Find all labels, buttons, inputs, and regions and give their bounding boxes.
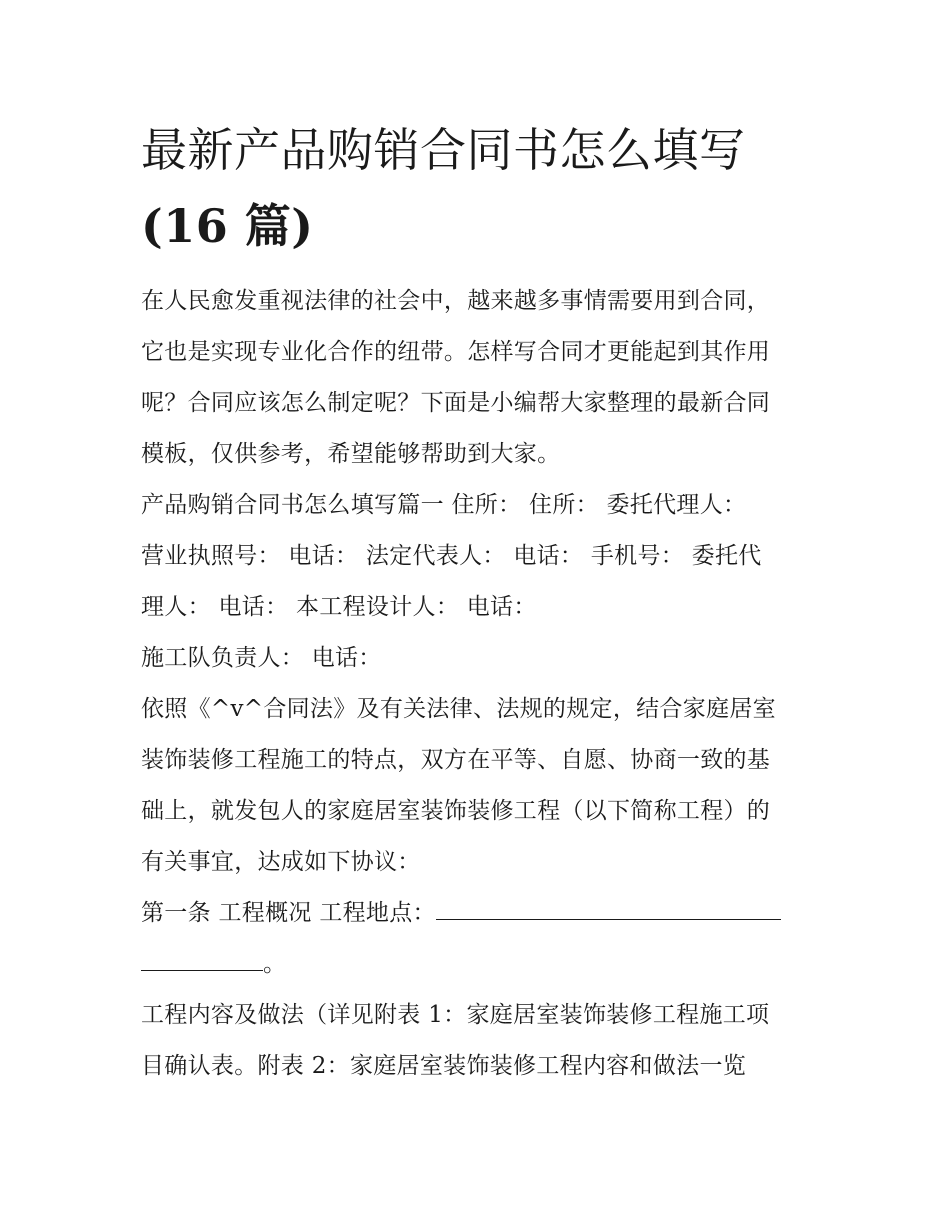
basis-line-2: 装饰装修工程施工的特点，双方在平等、自愿、协商一致的基 bbox=[141, 747, 771, 773]
basis-line-1: 依照《^v^合同法》及有关法律、法规的规定，结合家庭居室 bbox=[141, 696, 776, 722]
title-line-1: 最新产品购销合同书怎么填写 bbox=[141, 123, 746, 177]
title-line-2: (16 篇) bbox=[141, 199, 314, 253]
document-content bbox=[141, 112, 821, 1092]
party-line-3: 理人： 电话： 本工程设计人： 电话： bbox=[141, 594, 537, 620]
intro-line-1: 在人民愈发重视法律的社会中，越来越多事情需要用到合同， bbox=[141, 288, 771, 314]
article-1-line bbox=[141, 888, 821, 939]
article-1-label: 第一条 工程概况 工程地点： bbox=[141, 900, 436, 926]
basis-line-3: 础上，就发包人的家庭居室装饰装修工程（以下简称工程）的 bbox=[141, 798, 771, 824]
party-line-2: 营业执照号： 电话： 法定代表人： 电话： 手机号： 委托代 bbox=[141, 543, 762, 569]
party-line-1: 产品购销合同书怎么填写篇一 住所： 住所： 委托代理人： bbox=[141, 492, 747, 518]
intro-line-3: 呢？合同应该怎么制定呢？下面是小编帮大家整理的最新合同 bbox=[141, 390, 771, 416]
intro-line-2: 它也是实现专业化合作的纽带。怎样写合同才更能起到其作用 bbox=[141, 339, 771, 365]
article-1-continuation bbox=[141, 939, 821, 990]
party-line-4: 施工队负责人： 电话： bbox=[141, 645, 382, 671]
content-line-1: 工程内容及做法（详见附表 1：家庭居室装饰装修工程施工项 bbox=[141, 1002, 770, 1028]
content-line-2: 目确认表。附表 2：家庭居室装饰装修工程内容和做法一览 bbox=[141, 1053, 747, 1079]
document-title bbox=[141, 112, 821, 264]
article-1-end: 。 bbox=[263, 951, 287, 977]
address-blank-line bbox=[436, 889, 781, 920]
address-blank-line-continued bbox=[141, 940, 263, 971]
basis-line-4: 有关事宜，达成如下协议： bbox=[141, 849, 421, 875]
intro-line-4: 模板，仅供参考，希望能够帮助到大家。 bbox=[141, 441, 561, 467]
